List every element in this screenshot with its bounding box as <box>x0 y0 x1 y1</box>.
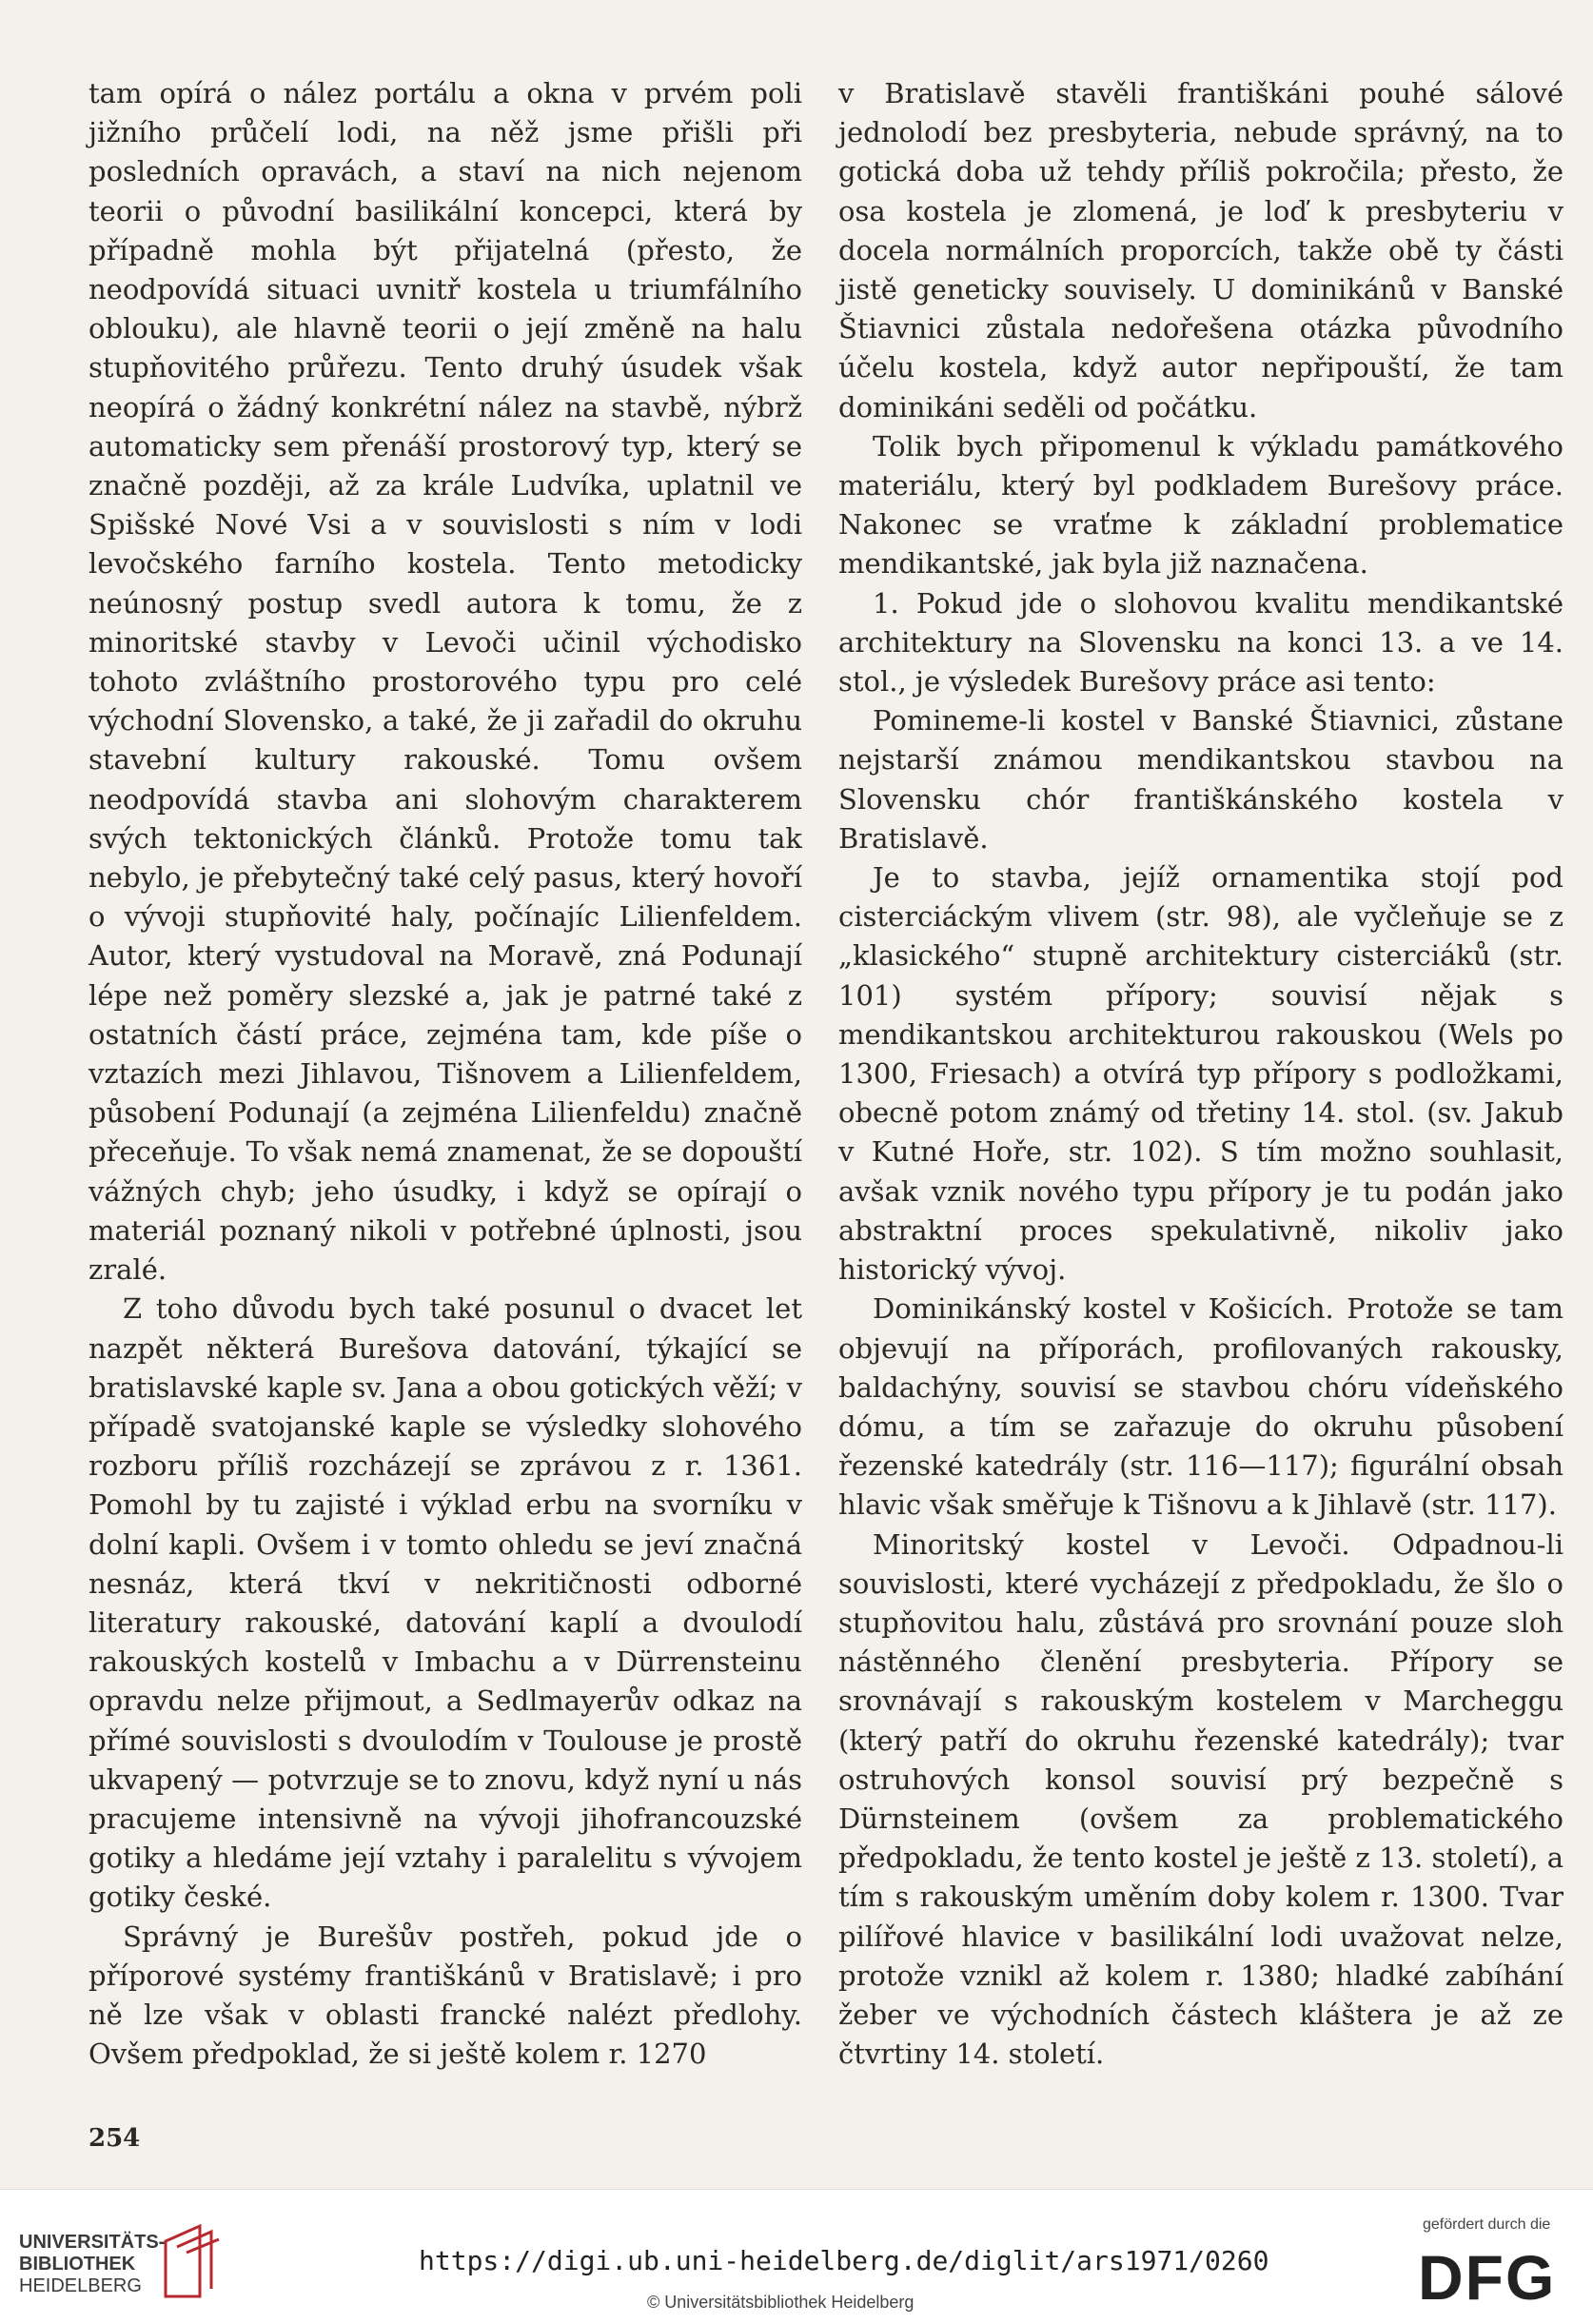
copyright-notice: © Universitätsbibliothek Heidelberg <box>647 2293 914 2312</box>
paragraph: Je to stavba, jejíž ornamentika stojí pod cisterciáckým vlivem (str. 98), ale vyčleňuje se z „klasického“ stupně architektury cisterciáků (str. 101) systém přípory; souvisí nějak s mendikantskou architekturou rakouskou (Wels po 1300, Friesach) a otvírá typ přípory s podložkami, obecně potom známý od třetiny 14. stol. (sv. Jakub v Kutné Hoře, str. 102). S tím možno souhlasit, avšak vznik nového typu přípory je tu podán jako abstraktní proces spekulativně, nikoliv jako historický vývoj. <box>838 861 1564 1287</box>
library-name-line: BIBLIOTHEK <box>19 2254 136 2275</box>
library-name-line: HEIDELBERG <box>19 2275 142 2296</box>
dfg-logo-icon: DFG <box>1418 2242 1557 2313</box>
funding-note: gefördert durch die <box>1423 2216 1551 2233</box>
library-name-line: UNIVERSITÄTS- <box>19 2232 166 2253</box>
paragraph: Dominikánský kostel v Košicích. Protože se tam objevují na příporách, profilovaných rakousky, baldachýny, souvisí se stavbou chóru vídeňského dómu, a tím se zařazuje do okruhu působení řezenské katedrály (str. 116—117); figurální obsah hlavic však směřuje k Tišnovu a k Jihlavě (str. 117). <box>838 1292 1564 1522</box>
page-number: 254 <box>88 2124 141 2153</box>
footer-bar <box>0 2189 1593 2324</box>
permalink-url[interactable]: https://digi.ub.uni-heidelberg.de/diglit/ars1971/0260 <box>419 2245 1269 2276</box>
left-column <box>88 74 802 2074</box>
paragraph: tam opírá o nález portálu a okna v prvém poli jižního průčelí lodi, na něž jsme přišli při posledních opravách, a staví na nich nejenom teorii o původní basilikální koncepci, která by případně mohla být přijatelná (přesto, že neodpovídá situaci uvnitř kostela u triumfálního oblouku), ale hlavně teorii o její změně na halu stupňovitého průřezu. Tento druhý úsudek však neopírá o žádný konkrétní nález na stavbě, nýbrž automaticky sem přenáší prostorový typ, který se značně později, až za krále Ludvíka, uplatnil ve Spišské Nové Vsi a v souvislosti s ním v lodi levočského farního kostela. Tento metodicky neúnosný postup svedl autora k tomu, že z minoritské stavby v Levoči učinil východisko tohoto zvláštního prostorového typu pro celé východní Slovensko, a také, že ji zařadil do okruhu stavební kultury rakouské. Tomu ovšem neodpovídá stavba ani slohovým charakterem svých tektonických článků. Protože tomu tak nebylo, je přebytečný také celý pasus, který hovoří o vývoji stupňovité haly, počínajíc Lilienfeldem. Autor, který vystudoval na Moravě, zná Podunají lépe než poměry slezské a, jak je patrné také z ostatních částí práce, zejména tam, kde píše o vztazích mezi Jihlavou, Tišnovem a Lilienfeldem, působení Podunají (a zejména Lilienfeldu) značně přeceňuje. To však nemá znamenat, že se dopouští vážných chyb; jeho úsudky, i když se opírají o materiál poznaný nikoli v potřebné úplnosti, jsou zralé. <box>88 77 802 1287</box>
library-name <box>19 2232 165 2297</box>
paragraph: v Bratislavě stavěli františkáni pouhé sálové jednolodí bez presbyteria, nebude správný, na to gotická doba už tehdy příliš pokročila; přesto, že osa kostela je zlomená, je loď k presbyteriu v docela normálních proporcích, takže obě ty části jistě geneticky souvisely. U dominikánů v Banské Štiavnici zůstala nedořešena otázka původního účelu kostela, když autor nepřipouští, že tam dominikáni seděli od počátku. <box>838 77 1564 423</box>
paragraph: Z toho důvodu bych také posunul o dvacet let nazpět některá Burešova datování, týkající se bratislavské kaple sv. Jana a obou gotických věží; v případě svatojanské kaple se výsledky slohového rozboru příliš rozcházejí se zprávou z r. 1361. Pomohl by tu zajisté i výklad erbu na svorníku v dolní kapli. Ovšem i v tomto ohledu se jeví značná nesnáz, která tkví v nekritičnosti odborné literatury rakouské, datování kaplí a dvoulodí rakouských kostelů v Imbachu a v Dürrensteinu opravdu nelze přijmout, a Sedlmayerův odkaz na přímé souvislosti s dvoulodím v Toulouse je prostě ukvapený — potvrzuje se to znovu, když nyní u nás pracujeme intensivně na vývoji jihofrancouzské gotiky a hledáme její vztahy i paralelitu s vývojem gotiky české. <box>88 1292 802 1914</box>
library-logo-icon <box>162 2222 221 2300</box>
paragraph: Minoritský kostel v Levoči. Odpadnou-li souvislosti, které vycházejí z předpokladu, že šlo o stupňovitou halu, zůstává pro srovnání pouze sloh nástěnného členění presbyteria. Přípory se srovnávají s rakouským kostelem v Marcheggu (který patří do okruhu řezenské katedrály); tvar ostruhových konsol souvisí prý bezpečně s Dürnsteinem (ovšem za problematického předpokladu, že tento kostel je ještě z 13. století), a tím s rakouským uměním doby kolem r. 1300. Tvar pilířové hlavice v basilikální lodi uvažovat nelze, protože vznikl až kolem r. 1380; hladké zabíhání žeber ve východních částech kláštera je až ze čtvrtiny 14. století. <box>838 1527 1564 2071</box>
paragraph: Pomineme-li kostel v Banské Štiavnici, zůstane nejstarší známou mendikantskou stavbou na Slovensku chór františkánského kostela v Bratislavě. <box>838 704 1564 855</box>
paragraph: Správný je Burešův postřeh, pokud jde o příporové systémy františkánů v Bratislavě; i pro ně lze však v oblasti francké nalézt předlohy. Ovšem předpoklad, že si ještě kolem r. 1270 <box>88 1920 802 2071</box>
right-column <box>838 74 1564 2074</box>
paragraph: Tolik bych připomenul k výkladu památkového materiálu, který byl podkladem Burešovy práce. Nakonec se vraťme k základní problematice mendikantské, jak byla již naznačena. <box>838 429 1564 581</box>
paragraph: 1. Pokud jde o slohovou kvalitu mendikantské architektury na Slovensku na konci 13. a ve 14. stol., je výsledek Burešovy práce asi tento: <box>838 586 1564 699</box>
